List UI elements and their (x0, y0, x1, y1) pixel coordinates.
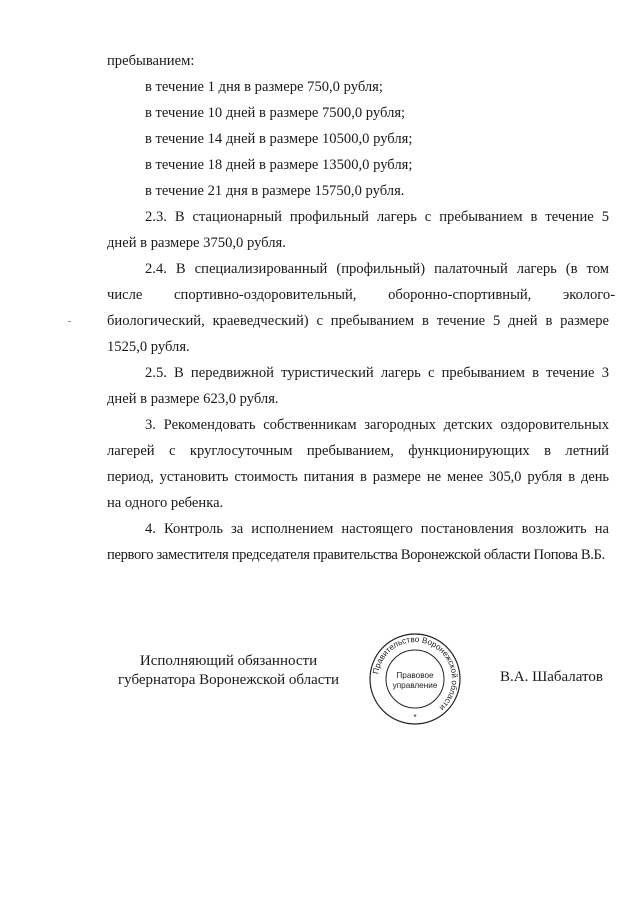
text-line: в течение 1 дня в размере 750,0 рубля; (145, 79, 383, 95)
text-line: 2.4. В специализированный (профильный) палаточный лагерь (в том (145, 261, 609, 277)
paragraph-2-5 (107, 360, 609, 412)
text-line: 2.3. В стационарный профильный лагерь с пребыванием в течение 5 (145, 209, 609, 225)
official-seal (367, 631, 463, 727)
text-line: пребыванием: (107, 53, 195, 69)
text-line: биологический, краеведческий) с пребыванием в течение 5 дней в размере (107, 313, 609, 329)
text-line: лагерей с круглосуточным пребыванием, функционирующих в летний (107, 443, 609, 459)
text-line: 1525,0 рубля. (107, 339, 190, 355)
text-line: в течение 14 дней в размере 10500,0 рубля; (145, 131, 413, 147)
margin-mark (68, 321, 71, 322)
paragraph-2-4 (107, 256, 616, 360)
text-line: на одного ребенка. (107, 495, 224, 511)
document-body (107, 48, 616, 568)
text-line: дней в размере 3750,0 рубля. (107, 235, 286, 251)
signatory-name: В.А. Шабалатов (500, 669, 603, 685)
signatory-title-line: Исполняющий обязанности (139, 653, 318, 669)
text-line: дней в размере 623,0 рубля. (107, 391, 279, 407)
text-line: в течение 10 дней в размере 7500,0 рубля; (145, 105, 406, 121)
text-line: 4. Контроль за исполнением настоящего постановления возложить на (145, 521, 609, 537)
paragraph-2-3 (107, 204, 609, 256)
paragraph-4 (107, 516, 609, 568)
text-line: 2.5. В передвижной туристический лагерь с пребыванием в течение 3 (145, 365, 609, 381)
text-line: числе спортивно-оздоровительный, оборонно-спортивный, эколого- (107, 287, 616, 303)
seal-inner-text: Правовое (396, 671, 434, 680)
text-line: 3. Рекомендовать собственникам загородных детских оздоровительных (145, 417, 609, 433)
text-line: в течение 18 дней в размере 13500,0 рубля; (145, 157, 413, 173)
signatory-title-line: губернатора Воронежской области (118, 672, 339, 688)
paragraph-3 (107, 412, 609, 516)
seal-star-icon: * (413, 713, 417, 722)
signatory-title (118, 652, 339, 690)
seal-inner-text: управление (392, 681, 438, 690)
text-line: в течение 21 дня в размере 15750,0 рубля. (145, 183, 405, 199)
seal-outer-text: Правительство Воронежской области (371, 634, 460, 713)
text-line: первого заместителя председателя правительства Воронежской области Попова В.Б. (107, 547, 605, 563)
text-line: период, установить стоимость питания в размере не менее 305,0 рубля в день (107, 469, 609, 485)
